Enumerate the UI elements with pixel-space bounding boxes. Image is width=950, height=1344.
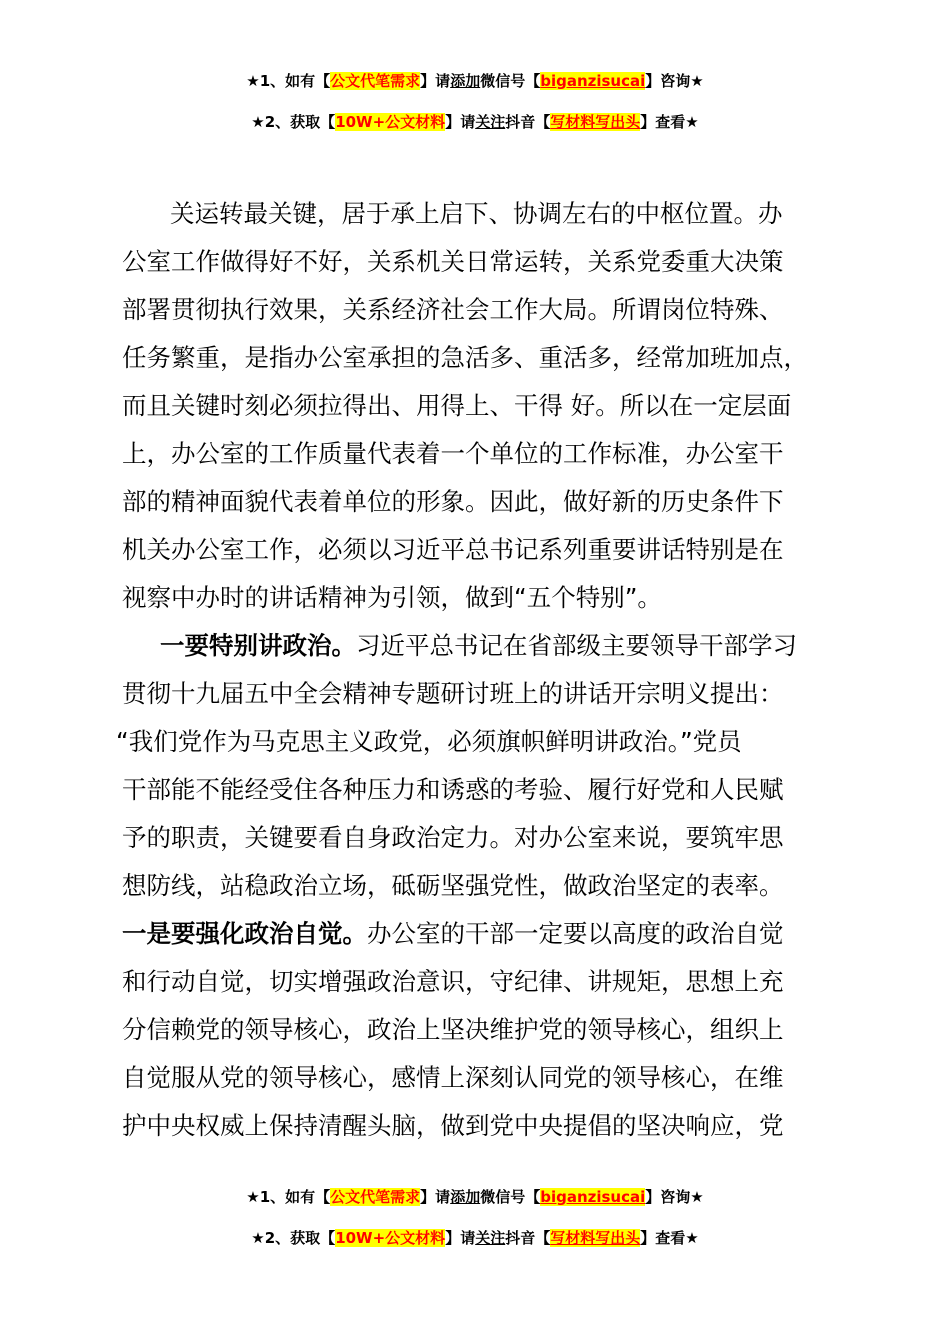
banner-text: 】咨询★ [645,72,704,90]
top-banner-line-2 [0,111,950,133]
banner-text: 】咨询★ [645,1188,704,1206]
banner-text: 】请 [420,1188,451,1206]
body-line: 部的精神面貌代表着单位的形象。因此，做好新的历史条件下 [122,487,784,516]
banner-underlined-text: 添加 [450,1188,481,1206]
top-banner-line-1 [0,70,950,92]
banner-text: 微信号【 [480,72,541,90]
banner-underlined-text: 关注 [475,113,506,131]
banner-douyin-id: 写材料写出头 [550,113,641,131]
banner-text: 】请 [445,113,476,131]
section-heading: 一要特别讲政治。 [160,631,356,660]
banner-wechat-id: biganzisucai [540,1188,646,1206]
body-line: 分信赖党的领导核心，政治上坚决维护党的领导核心，组织上 [122,1015,784,1044]
body-line: 贯彻十九届五中全会精神专题研讨班上的讲话开宗明义提出： [122,679,784,708]
body-line: 公室工作做得好不好，关系机关日常运转，关系党委重大决策 [122,247,784,276]
banner-text: 】查看★ [640,113,699,131]
banner-text: ★2、获取【 [251,113,336,131]
banner-text: 】请 [445,1229,476,1247]
body-line: 任务繁重，是指办公室承担的急活多、重活多，经常加班加点， [122,343,808,372]
banner-text: 微信号【 [480,1188,541,1206]
banner-text: 抖音【 [505,113,551,131]
subsection-heading: 一是要强化政治自觉。 [122,919,367,948]
body-line: 予的职责，关键要看自身政治定力。对办公室来说，要筑牢思 [122,823,784,852]
body-text: 习近平总书记在省部级主要领导干部学习 [356,631,797,660]
body-line: 和行动自觉，切实增强政治意识，守纪律、讲规矩，思想上充 [122,967,784,996]
body-line: 上，办公室的工作质量代表着一个单位的工作标准，办公室干 [122,439,784,468]
body-line: 机关办公室工作，必须以习近平总书记系列重要讲话特别是在 [122,535,784,564]
body-line: 部署贯彻执行效果，关系经济社会工作大局。所谓岗位特殊、 [122,295,784,324]
body-line: 干部能不能经受住各种压力和诱惑的考验、履行好党和人民赋 [122,775,784,804]
banner-text: 】查看★ [640,1229,699,1247]
paragraph-heading-line [122,910,834,958]
banner-highlight: 公文代笔需求 [330,1188,421,1206]
banner-text: ★1、如有【 [246,1188,331,1206]
banner-highlight: 10W+公文材料 [335,113,446,131]
banner-text: 抖音【 [505,1229,551,1247]
body-line: “我们党作为马克思主义政党，必须旗帜鲜明讲政治。”党员 [116,727,742,756]
paragraph-heading-line [122,622,834,670]
banner-text: ★1、如有【 [246,72,331,90]
body-line: 自觉服从党的领导核心，感情上深刻认同党的领导核心，在维 [122,1063,784,1092]
body-line: 关运转最关键，居于承上启下、协调左右的中枢位置。办 [170,199,783,228]
banner-highlight: 公文代笔需求 [330,72,421,90]
banner-wechat-id: biganzisucai [540,72,646,90]
body-line: 视察中办时的讲话精神为引领，做到“五个特别”。 [122,583,662,612]
body-text: 办公室的干部一定要以高度的政治自觉 [367,919,784,948]
document-body [116,190,834,1150]
bottom-banner-line-1 [0,1186,950,1208]
body-line: 护中央权威上保持清醒头脑，做到党中央提倡的坚决响应，党 [122,1111,784,1140]
banner-highlight: 10W+公文材料 [335,1229,446,1247]
banner-text: ★2、获取【 [251,1229,336,1247]
banner-douyin-id: 写材料写出头 [550,1229,641,1247]
banner-text: 】请 [420,72,451,90]
body-line: 想防线，站稳政治立场，砥砺坚强党性，做政治坚定的表率。 [122,871,784,900]
bottom-banner-line-2 [0,1227,950,1249]
body-line: 而且关键时刻必须拉得出、用得上、干得 好。所以在一定层面 [122,391,792,420]
banner-underlined-text: 添加 [450,72,481,90]
banner-underlined-text: 关注 [475,1229,506,1247]
